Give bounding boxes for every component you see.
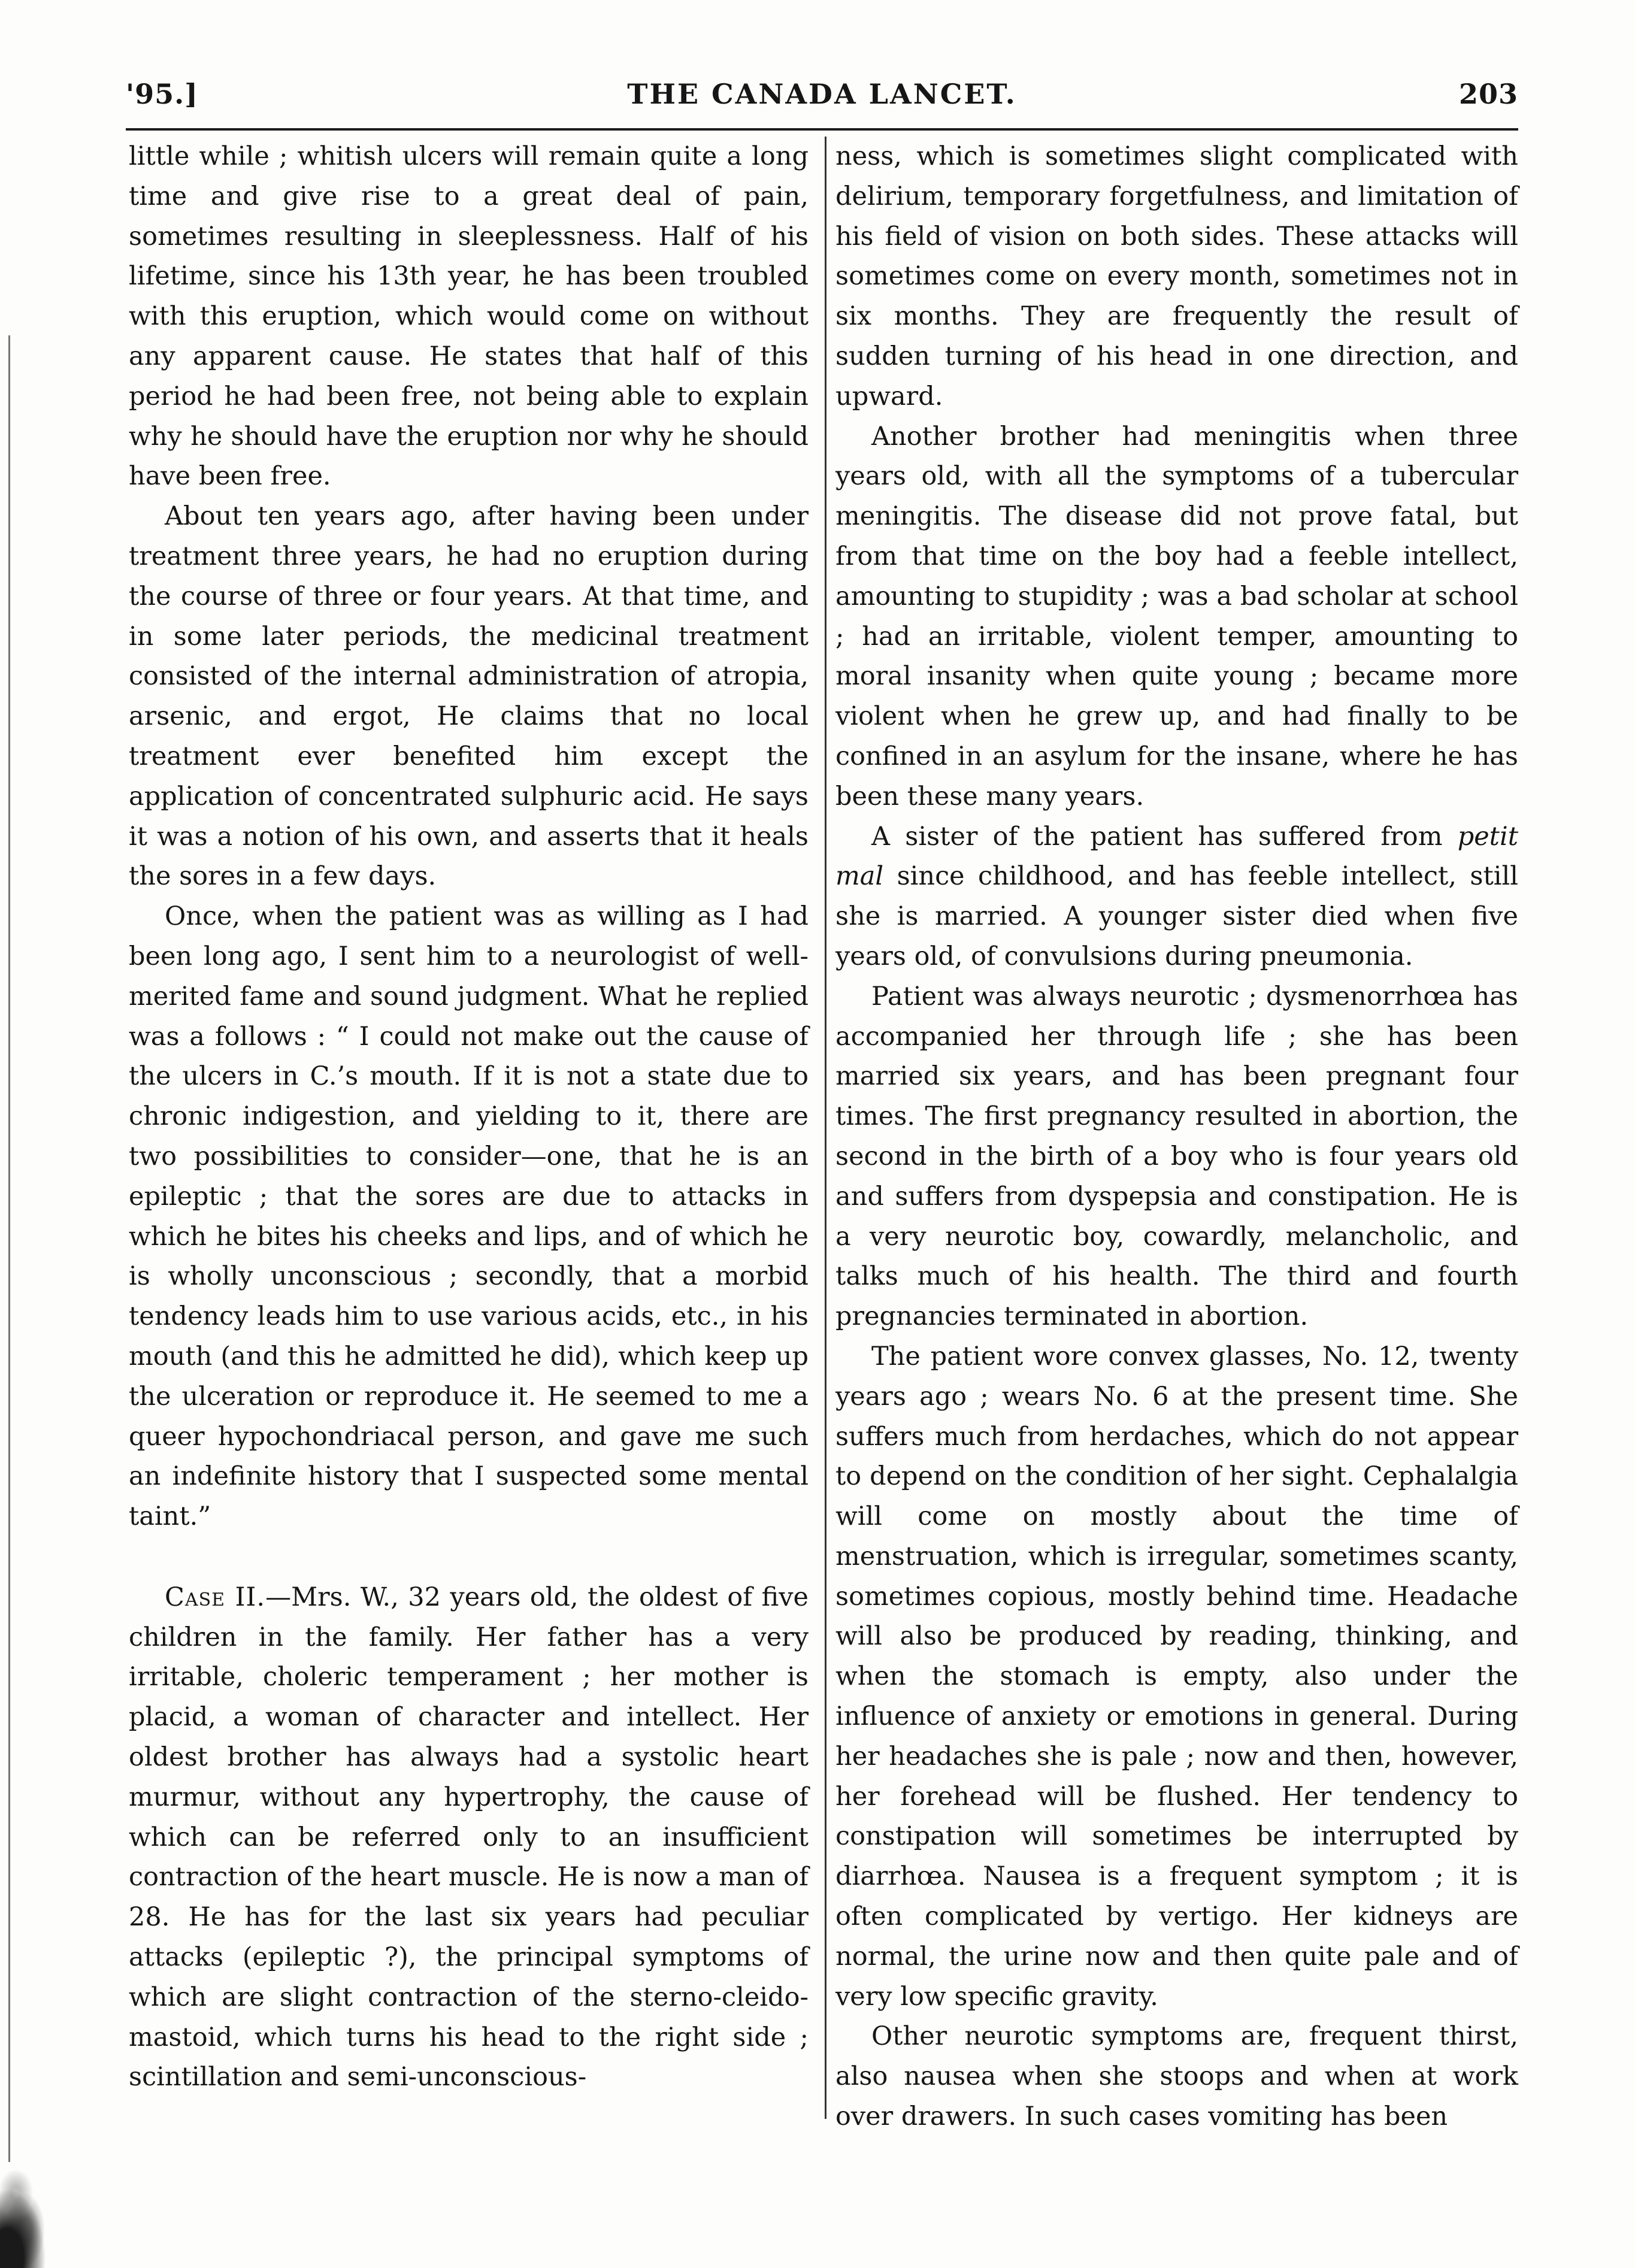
right-paragraph-4: Patient was always neurotic ; dysmenorrhœa has accompanied her through life ; she has been married six years, and has been pregnant four times. The first pregnancy resulted in abortion, the second in the birth of a boy who is four years old and suffers from dyspepsia and constipation. He is a very neurotic boy, cowardly, melancholic, and talks much of his health. The third and fourth pregnancies terminated in abortion.: [835, 981, 1518, 1332]
case-2-paragraph: [129, 1577, 809, 2097]
header-journal-title: THE CANADA LANCET.: [627, 78, 1017, 110]
case-2-heading: Case II.: [165, 1582, 266, 1612]
right-paragraph-3-start: A sister of the patient has suffered from: [871, 821, 1458, 852]
scan-edge-shadow: [8, 335, 10, 2162]
left-paragraph-2: About ten years ago, after having been under treatment three years, he had no eruption during the course of three or four years. At that time, and in some later periods, the medicinal treatment consisted of the internal administration of atropia, arsenic, and ergot, He claims that no local treatment ever benefited him except the application of concentrated sulphuric acid. He says it was a notion of his own, and asserts that it heals the sores in a few days.: [129, 501, 809, 892]
right-paragraph-5: The patient wore convex glasses, No. 12, twenty years ago ; wears No. 6 at the present time. She suffers much from herdaches, which do not appear to depend on the condition of her sight. Cephalalgia will come on mostly about the time of menstruation, which is irregular, sometimes scanty, sometimes copious, mostly behind time. Headache will also be produced by reading, thinking, and when the stomach is empty, also under the influence of anxiety or emotions in general. During her headaches she is pale ; now and then, however, her forehead will be flushed. Her tendency to constipation will sometimes be interrupted by diarrhœa. Nausea is a frequent symptom ; it is often complicated by vertigo. Her kidneys are normal, the urine now and then quite pale and of very low specific gravity.: [835, 1341, 1518, 2012]
right-paragraph-1: ness, which is sometimes slight complicated with delirium, temporary forgetfulness, and limitation of his field of vision on both sides. These attacks will sometimes come on every month, sometimes not in six months. They are frequently the result of sudden turning of his head in one direction, and upward.: [835, 141, 1518, 411]
right-paragraph-3: [835, 817, 1518, 977]
header-page-number: 203: [1458, 78, 1518, 110]
header-year: '95.]: [126, 78, 198, 110]
right-column: [835, 137, 1518, 2137]
right-paragraph-2: Another brother had meningitis when three years old, with all the symptoms of a tubercular meningitis. The disease did not prove fatal, but from that time on the boy had a feeble intellect, amounting to stupidity ; was a bad scholar at school ; had an irritable, violent temper, amounting to moral insanity when quite young ; became more violent when he grew up, and had finally to be confined in an asylum for the insane, where he has been these many years.: [835, 421, 1518, 811]
scan-corner-blot: [0, 2142, 72, 2268]
column-divider: [825, 137, 826, 2119]
running-header: [126, 78, 1518, 126]
case-2-text: —Mrs. W., 32 years old, the oldest of five children in the family. Her father has a very irritable, choleric temperament ; her mother is placid, a woman of character and intellect. Her oldest brother has always had a systolic heart murmur, without any hypertrophy, the cause of which can be referred only to an insufficient contraction of the heart muscle. He is now a man of 28. He has for the last six years had peculiar attacks (epileptic ?), the principal symptoms of which are slight contraction of the sterno-cleido-mastoid, which turns his head to the right side ; scintillation and semi-unconscious-: [129, 1582, 809, 2093]
left-paragraph-1: little while ; whitish ulcers will remain quite a long time and give rise to a great deal of pain, sometimes resulting in sleeplessness. Half of his lifetime, since his 13th year, he has been troubled with this eruption, which would come on without any apparent cause. He states that half of this period he had been free, not being able to explain why he should have the eruption nor why he should have been free.: [129, 141, 809, 492]
right-paragraph-3-end: since childhood, and has feeble intellect, still she is married. A younger sister died when five years old, of convulsions during pneumonia.: [835, 861, 1518, 971]
petit-mal-italic: petit mal: [835, 821, 1518, 892]
header-rule: [126, 128, 1518, 131]
left-paragraph-3: Once, when the patient was as willing as I had been long ago, I sent him to a neurologist of well-merited fame and sound judgment. What he replied was a follows : “ I could not make out the cause of the ulcers in C.’s mouth. If it is not a state due to chronic indigestion, and yielding to it, there are two possibilities to consider—one, that he is an epileptic ; that the sores are due to attacks in which he bites his cheeks and lips, and of which he is wholly unconscious ; secondly, that a morbid tendency leads him to use various acids, etc., in his mouth (and this he admitted he did), which keep up the ulceration or reproduce it. He seemed to me a queer hypochondriacal person, and gave me such an indefinite history that I suspected some mental taint.”: [129, 901, 809, 1532]
right-paragraph-6: Other neurotic symptoms are, frequent thirst, also nausea when she stoops and when at work over drawers. In such cases vomiting has been: [835, 2021, 1518, 2132]
left-column: [129, 137, 809, 2097]
